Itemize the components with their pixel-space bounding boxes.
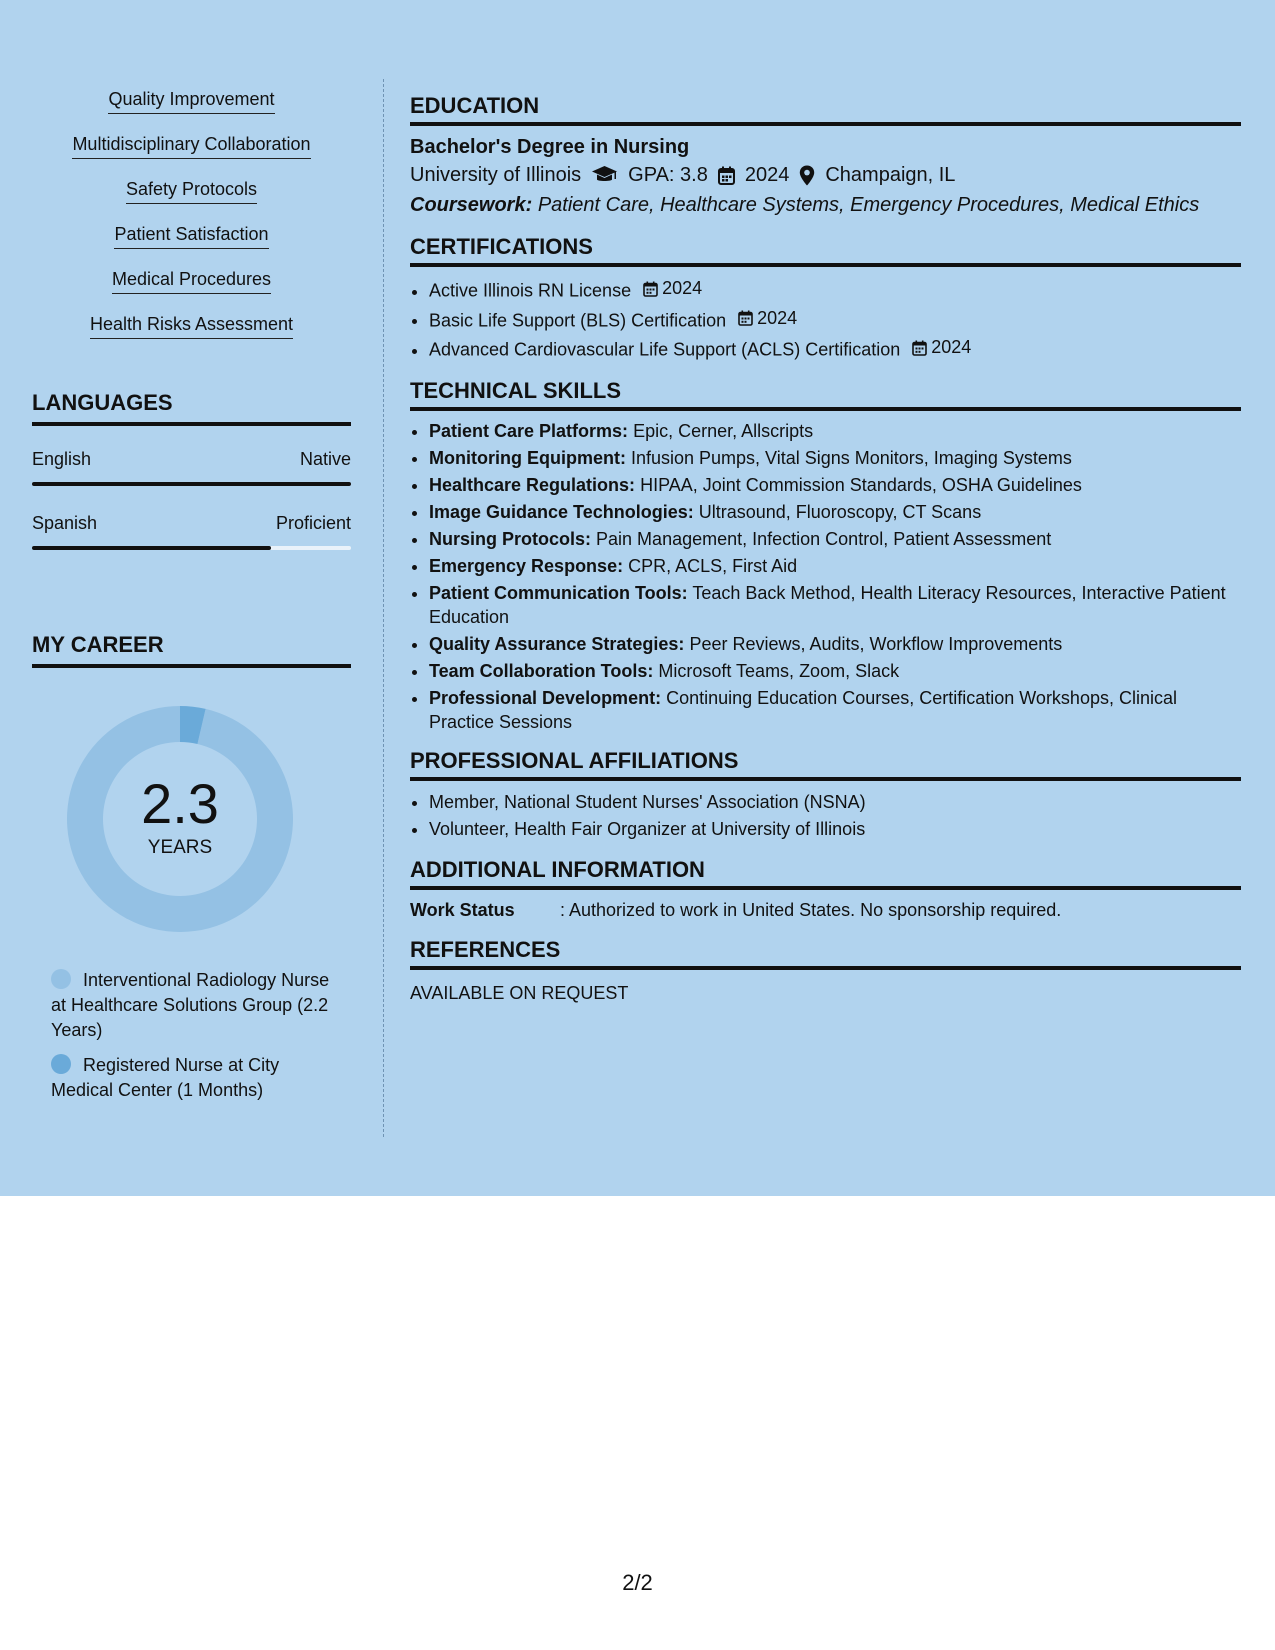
language-item [32, 512, 351, 550]
list-item [429, 686, 1241, 734]
career-total-unit: YEARS [147, 837, 213, 858]
skill-tag: Safety Protocols [126, 178, 257, 204]
left-column [32, 88, 351, 358]
coursework-label: Coursework: [410, 194, 533, 216]
references-text: AVAILABLE ON REQUEST [410, 982, 629, 1003]
languages-section [32, 389, 351, 550]
list-item [32, 178, 351, 223]
skill-category: Emergency Response: [429, 555, 624, 576]
language-proficiency-bar [32, 482, 351, 486]
career-total-years: 2.3 [141, 772, 219, 835]
additional-info-section [410, 856, 1241, 923]
certification-date [643, 275, 702, 302]
list-item [429, 527, 1241, 551]
list-item [429, 334, 1241, 364]
skill-category: Patient Care Platforms: [429, 420, 629, 441]
additional-info-heading: ADDITIONAL INFORMATION [410, 856, 1241, 890]
language-name: Spanish [32, 513, 98, 533]
skill-category: Nursing Protocols: [429, 528, 592, 549]
list-item [32, 268, 351, 313]
skill-category: Monitoring Equipment: [429, 447, 626, 468]
technical-skills-heading: TECHNICAL SKILLS [410, 377, 1241, 411]
skills-list [32, 88, 351, 358]
certification-year: 2024 [757, 307, 798, 328]
list-item [429, 581, 1241, 629]
list-item [32, 313, 351, 358]
certification-name: Basic Life Support (BLS) Certification [429, 310, 727, 330]
school-name: University of Illinois [410, 164, 582, 186]
coursework-list: Patient Care, Healthcare Systems, Emergency Procedures, Medical Ethics [537, 194, 1200, 216]
list-item [32, 88, 351, 133]
column-divider [383, 79, 384, 1137]
certifications-section [410, 233, 1241, 364]
calendar-icon [643, 281, 658, 297]
skill-category: Quality Assurance Strategies: [429, 633, 685, 654]
language-proficiency-fill [32, 482, 351, 486]
graduation-year: 2024 [744, 164, 790, 186]
graduation-cap-icon [591, 165, 618, 185]
career-section [32, 631, 351, 1100]
location-pin-icon [799, 165, 815, 186]
calendar-icon [738, 310, 753, 326]
list-item [32, 223, 351, 268]
technical-skills-section [410, 377, 1241, 734]
certification-name: Active Illinois RN License [429, 280, 632, 301]
list-item: • Volunteer, Health Fair Organizer at University of Illinois [429, 816, 1241, 843]
school-location: Champaign, IL [825, 164, 956, 186]
gpa: GPA: 3.8 [628, 164, 708, 186]
legend-label: Registered Nurse at City Medical Center (1 Months) [51, 1055, 280, 1100]
skill-values: Epic, Cerner, Allscripts [633, 420, 814, 441]
skill-values: HIPAA, Joint Commission Standards, OSHA Guidelines [640, 474, 1082, 495]
certification-year: 2024 [662, 278, 703, 298]
affiliations-heading: PROFESSIONAL AFFILIATIONS [410, 747, 1241, 781]
list-item [429, 554, 1241, 578]
career-donut-chart [67, 706, 293, 932]
skill-values: Ultrasound, Fluoroscopy, CT Scans [698, 501, 982, 522]
list-item [429, 659, 1241, 683]
list-item [429, 305, 1241, 335]
legend-item [51, 968, 341, 1043]
skill-category: Professional Development: [429, 687, 662, 708]
list-item [429, 446, 1241, 470]
list-item [429, 500, 1241, 524]
skill-category: Healthcare Regulations: [429, 474, 636, 495]
skill-values: Infusion Pumps, Vital Signs Monitors, Imaging Systems [630, 447, 1072, 468]
certifications-heading: CERTIFICATIONS [410, 233, 1241, 267]
degree-title: Bachelor's Degree in Nursing [410, 136, 690, 158]
languages-heading: LANGUAGES [32, 389, 351, 426]
references-section [410, 936, 1241, 1006]
technical-skills-list [410, 419, 1241, 734]
career-heading: MY CAREER [32, 631, 351, 668]
skill-values: Peer Reviews, Audits, Workflow Improvements [689, 633, 1063, 654]
skill-values: Pain Management, Infection Control, Patient Assessment [596, 528, 1052, 549]
skill-tag: Multidisciplinary Collaboration [72, 133, 310, 159]
list-item [32, 133, 351, 178]
skill-values: CPR, ACLS, First Aid [628, 555, 798, 576]
list-item: • Member, National Student Nurses' Association (NSNA) [429, 789, 1241, 816]
language-name: English [32, 449, 92, 469]
skill-tag: Quality Improvement [108, 88, 274, 114]
affiliations-list [410, 789, 1241, 843]
certifications-list [410, 275, 1241, 364]
education-details [410, 160, 1241, 190]
list-item [429, 473, 1241, 497]
legend-label: Interventional Radiology Nurse at Healthcare Solutions Group (2.2 Years) [51, 970, 330, 1040]
calendar-icon [718, 166, 735, 185]
skill-values: Teach Back Method, Health Literacy Resources, Interactive Patient Education [429, 582, 1226, 627]
skill-tag: Patient Satisfaction [114, 223, 268, 249]
donut-center [67, 706, 293, 932]
coursework [410, 190, 1241, 220]
language-level: Native [299, 449, 351, 469]
skill-category: Patient Communication Tools: [429, 582, 688, 603]
education-heading: EDUCATION [410, 92, 1241, 126]
education-section [410, 92, 1241, 220]
language-proficiency-fill [32, 546, 271, 550]
skill-category: Image Guidance Technologies: [429, 501, 694, 522]
list-item [429, 632, 1241, 656]
skill-values: Continuing Education Courses, Certification Workshops, Clinical Practice Sessions [429, 687, 1177, 732]
skill-tag: Health Risks Assessment [90, 313, 293, 339]
skill-values: Microsoft Teams, Zoom, Slack [658, 660, 900, 681]
language-level: Proficient [275, 513, 351, 533]
career-legend [51, 968, 341, 1113]
legend-dot [51, 969, 71, 989]
list-item [429, 419, 1241, 443]
certification-year: 2024 [931, 337, 972, 357]
affiliations-section [410, 747, 1241, 843]
references-heading: REFERENCES [410, 936, 1241, 970]
work-status-value: : Authorized to work in United States. No sponsorship required. [560, 899, 1062, 920]
legend-item [51, 1053, 341, 1103]
legend-dot [51, 1054, 71, 1074]
skill-category: Team Collaboration Tools: [429, 660, 654, 681]
certification-date [912, 334, 971, 361]
language-proficiency-bar [32, 546, 351, 550]
page-number: 2/2 [622, 1570, 653, 1595]
calendar-icon [912, 340, 927, 356]
right-column [410, 92, 1241, 1019]
certification-date [738, 305, 797, 332]
certification-name: Advanced Cardiovascular Life Support (ACLS) Certification [429, 339, 901, 360]
list-item [429, 275, 1241, 305]
skill-tag: Medical Procedures [112, 268, 271, 294]
work-status-label: Work Status [410, 899, 515, 920]
work-status-row [410, 897, 1241, 923]
language-item [32, 448, 351, 486]
